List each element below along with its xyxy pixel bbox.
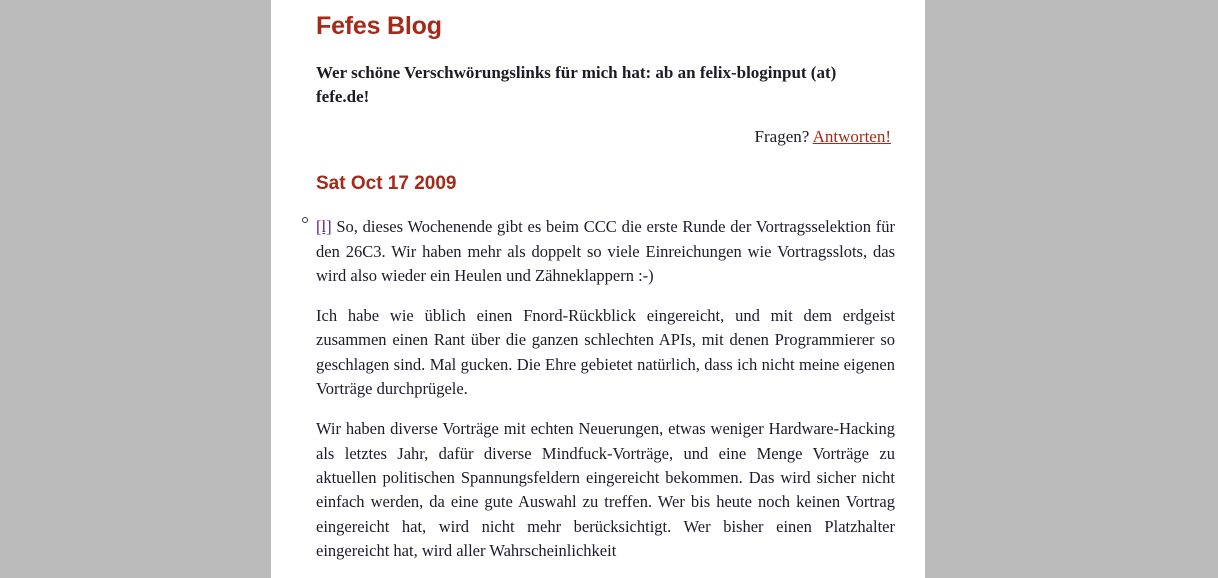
answers-link[interactable]: Antworten! [812,127,891,147]
post-list [316,195,895,563]
post-paragraph: Wir haben diverse Vorträge mit echten Neuerungen, etwas weniger Hardware-Hacking als letztes Jahr, dafür diverse Mindfuck-Vorträge, und eine Menge Vorträge zu aktuellen politischen Spannungsfeldern eingereicht bekommen. Das wird sicher nicht einfach werden, da eine gute Auswahl zu treffen. Wer bis heute noch keinen Vortrag eingereicht hat, wird nicht mehr berücksichtigt. Wer bisher einen Platzhalter eingereicht hat, wird aller Wahrscheinlichkeit [316,419,895,560]
post-date-heading: Sat Oct 17 2009 [316,173,457,195]
hollow-circle-bullet-icon [302,217,308,223]
post-paragraph [316,215,895,288]
post-paragraph-text: So, dieses Wochenende gibt es beim CCC die erste Runde der Vortragsselektion für den 26C3. Wir haben mehr als doppelt so viele Einreichungen wie Vortragsslots, das wird also wieder ein Heulen und Zähneklappern :-) [316,217,895,285]
page-title: Fefes Blog [316,12,442,40]
post-permalink-link[interactable]: [l] [316,217,332,237]
questions-label: Fragen? [754,127,810,147]
blog-page-content [271,0,925,578]
post-paragraph: Ich habe wie üblich einen Fnord-Rückblick eingereicht, und mit dem erdgeist zusammen einen Rant über die ganzen schlechten APIs, mit denen Programmierer so geschlagen sind. Mal gucken. Die Ehre gebietet natürlich, dass ich nicht meine eigenen Vorträge durchprügele. [316,306,895,399]
list-item [316,195,895,563]
questions-line [316,109,895,147]
blog-subtitle: Wer schöne Verschwörungslinks für mich hat: ab an felix-bloginput (at) fefe.de! [316,63,837,107]
